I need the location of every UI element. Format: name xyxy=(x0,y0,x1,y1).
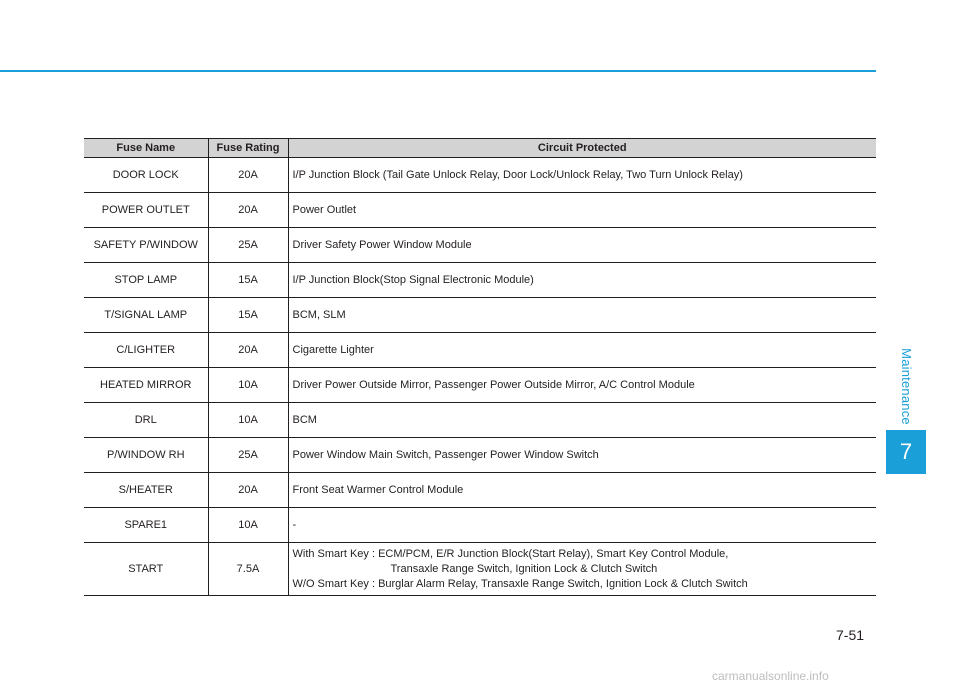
fuse-name: START xyxy=(84,543,208,596)
circuit-line: W/O Smart Key : Burglar Alarm Relay, Transaxle Range Switch, Ignition Lock & Clutch Switch xyxy=(292,577,748,590)
table-row xyxy=(84,438,876,473)
fuse-rating: 20A xyxy=(208,333,288,368)
circuit-line: With Smart Key : ECM/PCM, E/R Junction Block(Start Relay), Smart Key Control Module, xyxy=(292,547,729,560)
fuse-name: T/SIGNAL LAMP xyxy=(84,298,208,333)
circuit-protected: - xyxy=(288,508,876,543)
table-row xyxy=(84,228,876,263)
fuse-rating: 10A xyxy=(208,368,288,403)
fuse-table-header xyxy=(84,139,876,158)
column-header-fuse-rating: Fuse Rating xyxy=(208,139,288,158)
chapter-tab: 7 xyxy=(886,430,926,474)
fuse-rating: 10A xyxy=(208,508,288,543)
circuit-protected: Driver Power Outside Mirror, Passenger Power Outside Mirror, A/C Control Module xyxy=(288,368,876,403)
header-rule xyxy=(0,70,876,72)
fuse-table xyxy=(84,138,876,596)
fuse-name: STOP LAMP xyxy=(84,263,208,298)
watermark: carmanualsonline.info xyxy=(712,669,829,683)
fuse-name: DOOR LOCK xyxy=(84,158,208,193)
fuse-name: DRL xyxy=(84,403,208,438)
fuse-rating: 20A xyxy=(208,193,288,228)
table-row xyxy=(84,473,876,508)
circuit-protected: Cigarette Lighter xyxy=(288,333,876,368)
fuse-name: P/WINDOW RH xyxy=(84,438,208,473)
table-row xyxy=(84,508,876,543)
fuse-rating: 20A xyxy=(208,473,288,508)
column-header-fuse-name: Fuse Name xyxy=(84,139,208,158)
fuse-name: POWER OUTLET xyxy=(84,193,208,228)
circuit-protected xyxy=(288,543,876,596)
fuse-rating: 15A xyxy=(208,298,288,333)
fuse-name: HEATED MIRROR xyxy=(84,368,208,403)
circuit-protected: I/P Junction Block (Tail Gate Unlock Relay, Door Lock/Unlock Relay, Two Turn Unlock Relay) xyxy=(288,158,876,193)
table-row xyxy=(84,368,876,403)
table-row xyxy=(84,403,876,438)
circuit-protected: Power Outlet xyxy=(288,193,876,228)
circuit-protected: Front Seat Warmer Control Module xyxy=(288,473,876,508)
section-label xyxy=(886,342,926,430)
fuse-rating: 7.5A xyxy=(208,543,288,596)
table-row xyxy=(84,298,876,333)
column-header-circuit-protected: Circuit Protected xyxy=(288,139,876,158)
fuse-name: SAFETY P/WINDOW xyxy=(84,228,208,263)
circuit-protected: I/P Junction Block(Stop Signal Electronic Module) xyxy=(288,263,876,298)
fuse-rating: 15A xyxy=(208,263,288,298)
fuse-rating: 25A xyxy=(208,438,288,473)
section-label-text: Maintenance xyxy=(898,347,914,425)
circuit-protected: Driver Safety Power Window Module xyxy=(288,228,876,263)
table-row xyxy=(84,263,876,298)
circuit-protected: BCM xyxy=(288,403,876,438)
fuse-rating: 10A xyxy=(208,403,288,438)
circuit-line: Transaxle Range Switch, Ignition Lock & Clutch Switch xyxy=(390,562,658,575)
fuse-name: C/LIGHTER xyxy=(84,333,208,368)
page-number: 7-51 xyxy=(836,627,865,643)
fuse-name: SPARE1 xyxy=(84,508,208,543)
fuse-rating: 25A xyxy=(208,228,288,263)
fuse-rating: 20A xyxy=(208,158,288,193)
circuit-protected: Power Window Main Switch, Passenger Power Window Switch xyxy=(288,438,876,473)
circuit-protected: BCM, SLM xyxy=(288,298,876,333)
table-row xyxy=(84,158,876,193)
table-row xyxy=(84,193,876,228)
table-row xyxy=(84,333,876,368)
fuse-name: S/HEATER xyxy=(84,473,208,508)
table-row xyxy=(84,543,876,596)
